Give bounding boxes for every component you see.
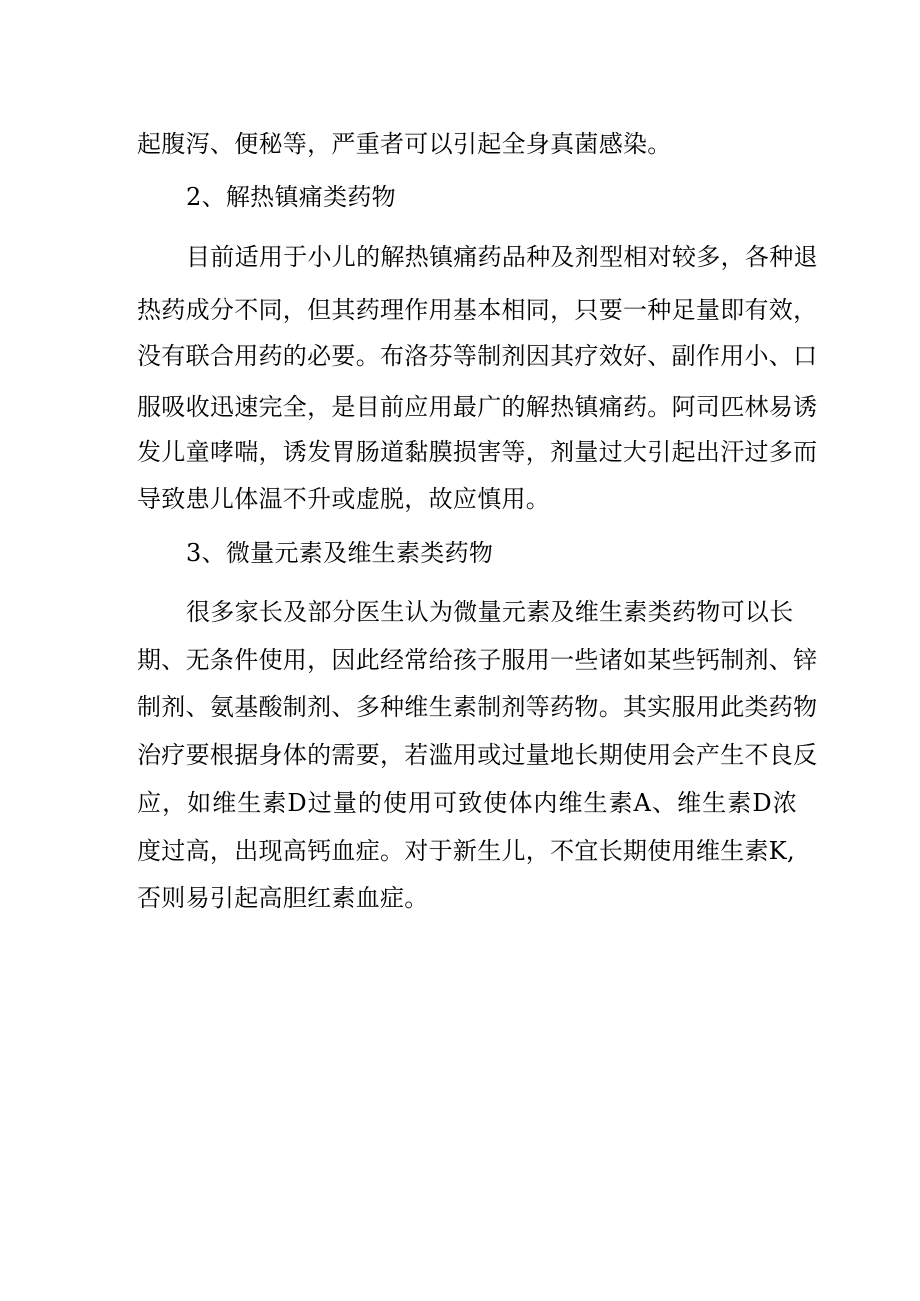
- paragraph-line: 没有联合用药的必要。布洛芬等制剂因其疗效好、副作用小、口: [137, 342, 818, 370]
- paragraph-line: 起腹泻、便秘等，严重者可以引起全身真菌感染。: [137, 130, 672, 158]
- paragraph-line: 发儿童哮喘，诱发胃肠道黏膜损害等，剂量过大引起出汗过多而: [137, 438, 818, 466]
- section-heading-2: 2、解热镇痛类药物: [186, 183, 396, 211]
- paragraph-line: 服吸收迅速完全，是目前应用最广的解热镇痛药。阿司匹林易诱: [137, 393, 818, 421]
- paragraph-line: 治疗要根据身体的需要，若滥用或过量地长期使用会产生不良反: [137, 741, 818, 769]
- paragraph-line: 应，如维生素D过量的使用可致使体内维生素A、维生素D浓: [137, 789, 797, 817]
- paragraph-line: 期、无条件使用，因此经常给孩子服用一些诸如某些钙制剂、锌: [137, 646, 818, 674]
- paragraph-line: 导致患儿体温不升或虚脱，故应慎用。: [137, 485, 551, 513]
- paragraph-line: 热药成分不同，但其药理作用基本相同，只要一种足量即有效，: [137, 296, 818, 324]
- paragraph-line: 目前适用于小儿的解热镇痛药品种及剂型相对较多，各种退: [186, 243, 818, 271]
- paragraph-line: 很多家长及部分医生认为微量元素及维生素类药物可以长: [186, 598, 794, 626]
- section-heading-3: 3、微量元素及维生素类药物: [186, 539, 494, 567]
- paragraph-line: 度过高，出现高钙血症。对于新生儿，不宜长期使用维生素K,: [137, 837, 795, 865]
- paragraph-line: 否则易引起高胆红素血症。: [137, 884, 429, 912]
- paragraph-line: 制剂、氨基酸制剂、多种维生素制剂等药物。其实服用此类药物: [137, 693, 818, 721]
